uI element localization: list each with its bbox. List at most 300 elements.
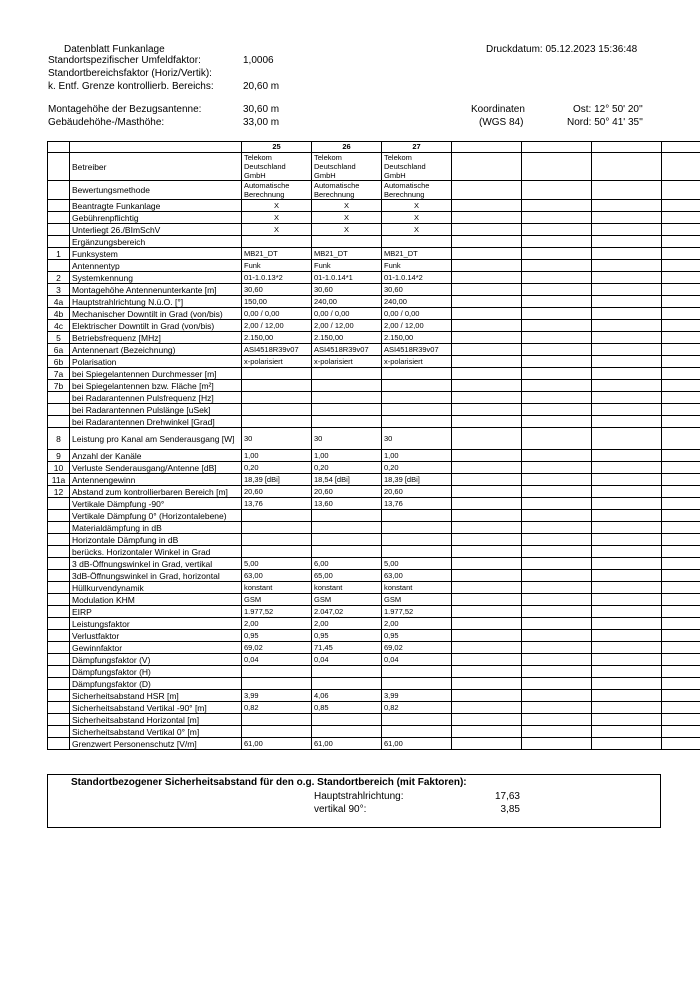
value-cell: 0,04 (312, 654, 382, 666)
row-label: 3dB-Öffnungswinkel in Grad, horizontal (70, 570, 242, 582)
value-cell (452, 392, 522, 404)
value-cell: Telekom Deutschland GmbH (382, 153, 452, 181)
value-cell (592, 248, 662, 260)
row-label: Gebührenpflichtig (70, 212, 242, 224)
table-row (48, 486, 700, 498)
value-cell (382, 368, 452, 380)
row-label: Vertikale Dämpfung 0° (Horizontalebene) (70, 510, 242, 522)
value-cell (662, 380, 700, 392)
value-cell (662, 428, 700, 450)
row-number (48, 416, 70, 428)
value-cell (662, 570, 700, 582)
row-number (48, 738, 70, 750)
value-cell (452, 380, 522, 392)
value-cell (662, 534, 700, 546)
value-cell (592, 642, 662, 654)
value-cell (312, 666, 382, 678)
row-label: Dämpfungsfaktor (D) (70, 678, 242, 690)
field-label-umfeldfaktor: Standortspezifischer Umfeldfaktor: (48, 55, 201, 66)
value-cell: 0,04 (382, 654, 452, 666)
value-cell (452, 558, 522, 570)
value-cell (242, 368, 312, 380)
row-number: 5 (48, 332, 70, 344)
row-label: bei Radarantennen Pulsfrequenz [Hz] (70, 392, 242, 404)
value-cell (592, 392, 662, 404)
value-cell (662, 594, 700, 606)
value-cell (592, 344, 662, 356)
row-number (48, 558, 70, 570)
row-label: Antennengewinn (70, 474, 242, 486)
row-number (48, 181, 70, 200)
row-label: Betreiber (70, 153, 242, 181)
value-cell (662, 181, 700, 200)
value-cell: Funk (312, 260, 382, 272)
value-cell: MB21_DT (242, 248, 312, 260)
value-cell (662, 522, 700, 534)
value-cell (522, 714, 592, 726)
row-number (48, 642, 70, 654)
table-row (48, 510, 700, 522)
value-cell: 2,00 / 12,00 (382, 320, 452, 332)
value-cell (522, 642, 592, 654)
value-cell (592, 558, 662, 570)
value-cell (592, 296, 662, 308)
value-cell (452, 272, 522, 284)
value-cell (242, 726, 312, 738)
value-cell (592, 702, 662, 714)
row-number (48, 678, 70, 690)
row-label: Polarisation (70, 356, 242, 368)
row-number (48, 618, 70, 630)
row-number: 11a (48, 474, 70, 486)
row-label: Hüllkurvendynamik (70, 582, 242, 594)
value-cell (452, 498, 522, 510)
row-label: EIRP (70, 606, 242, 618)
row-number (48, 522, 70, 534)
value-cell (452, 236, 522, 248)
row-number (48, 212, 70, 224)
value-cell (522, 260, 592, 272)
value-cell (452, 260, 522, 272)
value-cell (312, 392, 382, 404)
value-cell (592, 224, 662, 236)
value-cell (592, 320, 662, 332)
value-cell (662, 546, 700, 558)
summary-label-vertikal: vertikal 90°: (314, 804, 367, 815)
value-cell (522, 486, 592, 498)
value-cell (242, 416, 312, 428)
value-cell (452, 320, 522, 332)
row-number (48, 702, 70, 714)
value-cell (522, 594, 592, 606)
column-header: 27 (382, 142, 452, 153)
table-row (48, 260, 700, 272)
table-row (48, 570, 700, 582)
value-cell (592, 570, 662, 582)
value-cell (312, 726, 382, 738)
value-cell (662, 200, 700, 212)
row-label: Funksystem (70, 248, 242, 260)
value-cell: 0,00 / 0,00 (242, 308, 312, 320)
value-cell: X (242, 212, 312, 224)
row-number (48, 654, 70, 666)
print-date: Druckdatum: 05.12.2023 15:36:48 (486, 44, 638, 55)
document-title: Datenblatt Funkanlage (64, 44, 165, 55)
value-cell (592, 594, 662, 606)
value-cell (522, 224, 592, 236)
value-cell (592, 582, 662, 594)
table-row (48, 462, 700, 474)
table-row (48, 630, 700, 642)
row-number (48, 570, 70, 582)
row-label: bei Spiegelantennen Durchmesser [m] (70, 368, 242, 380)
value-cell (592, 368, 662, 380)
row-label: Verluste Senderausgang/Antenne [dB] (70, 462, 242, 474)
value-cell: 2.150,00 (312, 332, 382, 344)
value-cell (662, 486, 700, 498)
value-cell: 2,00 / 12,00 (312, 320, 382, 332)
value-cell (662, 666, 700, 678)
value-cell (522, 630, 592, 642)
row-number: 4c (48, 320, 70, 332)
value-cell (522, 558, 592, 570)
row-label: Dämpfungsfaktor (V) (70, 654, 242, 666)
value-cell (662, 332, 700, 344)
table-row (48, 678, 700, 690)
row-label: bei Radarantennen Pulslänge [uSek] (70, 404, 242, 416)
row-label: 3 dB-Öffnungswinkel in Grad, vertikal (70, 558, 242, 570)
value-cell (662, 392, 700, 404)
value-cell (452, 618, 522, 630)
value-cell (522, 428, 592, 450)
value-cell (662, 356, 700, 368)
value-cell (382, 534, 452, 546)
table-row (48, 344, 700, 356)
row-label: Modulation KHM (70, 594, 242, 606)
value-cell (312, 546, 382, 558)
value-cell (592, 450, 662, 462)
value-cell (452, 416, 522, 428)
value-cell: 30,60 (312, 284, 382, 296)
value-cell: x-polarisiert (242, 356, 312, 368)
value-cell (662, 654, 700, 666)
row-number (48, 690, 70, 702)
value-cell (592, 606, 662, 618)
value-cell (662, 224, 700, 236)
value-cell (522, 666, 592, 678)
row-number: 8 (48, 428, 70, 450)
value-cell: 30,60 (382, 284, 452, 296)
value-cell (522, 678, 592, 690)
value-cell: X (312, 224, 382, 236)
value-cell: 71,45 (312, 642, 382, 654)
value-cell (662, 272, 700, 284)
row-label: Verlustfaktor (70, 630, 242, 642)
value-cell (452, 428, 522, 450)
value-cell (452, 153, 522, 181)
value-cell (452, 474, 522, 486)
value-cell (592, 260, 662, 272)
row-label: Dämpfungsfaktor (H) (70, 666, 242, 678)
value-cell: 0,95 (312, 630, 382, 642)
value-cell (592, 654, 662, 666)
value-cell (522, 272, 592, 284)
value-cell (522, 380, 592, 392)
value-cell (452, 200, 522, 212)
row-label: Sicherheitsabstand Vertikal 0° [m] (70, 726, 242, 738)
value-cell: 0,82 (382, 702, 452, 714)
value-cell (312, 404, 382, 416)
table-row (48, 284, 700, 296)
value-cell: 2.150,00 (382, 332, 452, 344)
row-number (48, 236, 70, 248)
value-cell (522, 726, 592, 738)
value-cell (452, 654, 522, 666)
value-cell (522, 200, 592, 212)
value-cell (592, 630, 662, 642)
value-cell: 1,00 (312, 450, 382, 462)
table-row (48, 666, 700, 678)
field-value-grenze: 20,60 m (243, 81, 280, 92)
value-cell (662, 296, 700, 308)
value-cell (662, 498, 700, 510)
row-label: Anzahl der Kanäle (70, 450, 242, 462)
value-cell (242, 714, 312, 726)
value-cell (592, 308, 662, 320)
value-cell (662, 510, 700, 522)
column-header (592, 142, 662, 153)
value-cell: 150,00 (242, 296, 312, 308)
value-cell: 30 (312, 428, 382, 450)
value-cell (382, 404, 452, 416)
value-cell (452, 296, 522, 308)
row-label: Sicherheitsabstand Vertikal -90° [m] (70, 702, 242, 714)
field-label-standortbereichsfaktor: Standortbereichsfaktor (Horiz/Vertik): (48, 68, 212, 79)
value-cell: 69,02 (382, 642, 452, 654)
value-cell: konstant (242, 582, 312, 594)
value-cell: 2.150,00 (242, 332, 312, 344)
value-cell (522, 344, 592, 356)
value-cell (662, 462, 700, 474)
value-cell: 2.047,02 (312, 606, 382, 618)
table-row (48, 236, 700, 248)
value-cell (592, 546, 662, 558)
value-cell (592, 714, 662, 726)
coord-east: Ost: 12° 50' 20'' (573, 104, 643, 115)
value-cell (592, 486, 662, 498)
value-cell (312, 510, 382, 522)
table-row (48, 181, 700, 200)
value-cell (662, 690, 700, 702)
value-cell: 2,00 (382, 618, 452, 630)
value-cell: 5,00 (242, 558, 312, 570)
value-cell (522, 498, 592, 510)
value-cell (452, 582, 522, 594)
table-row (48, 702, 700, 714)
value-cell: Funk (382, 260, 452, 272)
value-cell (522, 356, 592, 368)
row-number (48, 224, 70, 236)
value-cell (242, 380, 312, 392)
value-cell: ASI4518R39v07 (312, 344, 382, 356)
value-cell (662, 678, 700, 690)
row-number: 9 (48, 450, 70, 462)
value-cell: 0,04 (242, 654, 312, 666)
table-row (48, 738, 700, 750)
value-cell (662, 416, 700, 428)
value-cell (592, 153, 662, 181)
value-cell (662, 726, 700, 738)
table-row (48, 522, 700, 534)
value-cell (522, 416, 592, 428)
table-row (48, 558, 700, 570)
header-nr-cell (48, 142, 70, 153)
row-label: Grenzwert Personenschutz [V/m] (70, 738, 242, 750)
table-row (48, 272, 700, 284)
value-cell (452, 642, 522, 654)
row-number (48, 666, 70, 678)
column-header: 26 (312, 142, 382, 153)
value-cell: 20,60 (242, 486, 312, 498)
value-cell: 63,00 (382, 570, 452, 582)
value-cell (452, 181, 522, 200)
row-label: Bewertungsmethode (70, 181, 242, 200)
value-cell: GSM (382, 594, 452, 606)
value-cell (662, 618, 700, 630)
value-cell: 20,60 (312, 486, 382, 498)
row-number: 3 (48, 284, 70, 296)
value-cell (592, 356, 662, 368)
row-number (48, 200, 70, 212)
value-cell (312, 522, 382, 534)
value-cell: 18,39 [dBi] (242, 474, 312, 486)
value-cell (452, 368, 522, 380)
table-header-row (48, 142, 700, 153)
value-cell (662, 450, 700, 462)
row-label: Gewinnfaktor (70, 642, 242, 654)
value-cell: x-polarisiert (312, 356, 382, 368)
value-cell: ASI4518R39v07 (242, 344, 312, 356)
value-cell: 0,20 (382, 462, 452, 474)
row-number (48, 392, 70, 404)
value-cell: 0,85 (312, 702, 382, 714)
value-cell: X (382, 200, 452, 212)
row-number (48, 582, 70, 594)
value-cell (522, 296, 592, 308)
value-cell (522, 284, 592, 296)
value-cell (452, 726, 522, 738)
row-number (48, 534, 70, 546)
value-cell (592, 404, 662, 416)
value-cell: 1,00 (382, 450, 452, 462)
summary-value-vertikal: 3,85 (500, 804, 520, 815)
row-number: 2 (48, 272, 70, 284)
value-cell: Automatische Berechnung (312, 181, 382, 200)
value-cell (522, 248, 592, 260)
table-row (48, 618, 700, 630)
row-label: Abstand zum kontrollierbaren Bereich [m] (70, 486, 242, 498)
value-cell (382, 546, 452, 558)
value-cell (592, 522, 662, 534)
value-cell (522, 368, 592, 380)
value-cell: 01-1.0.14*1 (312, 272, 382, 284)
table-row (48, 498, 700, 510)
value-cell (522, 618, 592, 630)
row-label: Betriebsfrequenz [MHz] (70, 332, 242, 344)
value-cell: 63,00 (242, 570, 312, 582)
row-label: Hauptstrahlrichtung N.ü.O. [°] (70, 296, 242, 308)
value-cell (452, 510, 522, 522)
value-cell: konstant (382, 582, 452, 594)
row-number (48, 726, 70, 738)
value-cell (662, 153, 700, 181)
value-cell: 240,00 (312, 296, 382, 308)
row-number: 12 (48, 486, 70, 498)
value-cell (452, 486, 522, 498)
value-cell (592, 212, 662, 224)
value-cell: X (242, 200, 312, 212)
coord-label: Koordinaten (471, 104, 525, 115)
value-cell (452, 248, 522, 260)
summary-title: Standortbezogener Sicherheitsabstand für den o.g. Standortbereich (mit Faktoren): (71, 777, 467, 788)
value-cell: 1,00 (242, 450, 312, 462)
value-cell: 6,00 (312, 558, 382, 570)
value-cell (312, 236, 382, 248)
table-row (48, 368, 700, 380)
value-cell: 1.977,52 (382, 606, 452, 618)
value-cell (522, 332, 592, 344)
value-cell (522, 450, 592, 462)
row-label: bei Spiegelantennen bzw. Fläche [m²] (70, 380, 242, 392)
value-cell (522, 738, 592, 750)
value-cell: 61,00 (382, 738, 452, 750)
value-cell (382, 392, 452, 404)
value-cell (452, 630, 522, 642)
value-cell (522, 212, 592, 224)
value-cell: ASI4518R39v07 (382, 344, 452, 356)
value-cell (382, 726, 452, 738)
value-cell: 0,20 (312, 462, 382, 474)
value-cell (662, 738, 700, 750)
value-cell (452, 690, 522, 702)
row-number (48, 404, 70, 416)
value-cell: 0,95 (382, 630, 452, 642)
row-number (48, 546, 70, 558)
value-cell (522, 392, 592, 404)
value-cell: 13,76 (382, 498, 452, 510)
value-cell (242, 392, 312, 404)
value-cell (522, 153, 592, 181)
value-cell (592, 534, 662, 546)
row-number: 6a (48, 344, 70, 356)
table-row (48, 534, 700, 546)
table-row (48, 308, 700, 320)
value-cell (522, 654, 592, 666)
row-label: Sicherheitsabstand Horizontal [m] (70, 714, 242, 726)
value-cell (242, 404, 312, 416)
table-row (48, 474, 700, 486)
field-value-montagehoehe: 30,60 m (243, 104, 280, 115)
value-cell (452, 404, 522, 416)
table-row (48, 248, 700, 260)
row-number (48, 606, 70, 618)
value-cell: 30,60 (242, 284, 312, 296)
column-header: 25 (242, 142, 312, 153)
value-cell (662, 642, 700, 654)
value-cell (662, 630, 700, 642)
value-cell (242, 678, 312, 690)
value-cell: 2,00 / 12,00 (242, 320, 312, 332)
